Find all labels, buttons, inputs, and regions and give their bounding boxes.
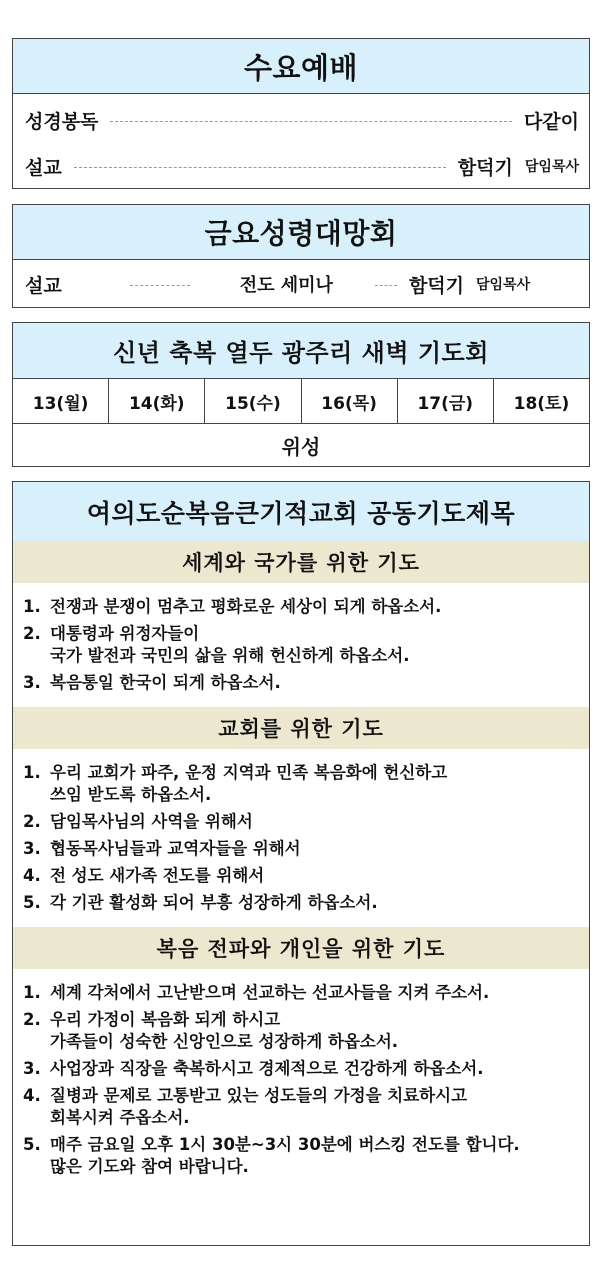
dotted-leader (375, 285, 397, 286)
sermon-row (13, 144, 589, 188)
item-number: 4. (23, 866, 41, 885)
dawn-prayer-title: 신년 축복 열두 광주리 새벽 기도회 (13, 323, 589, 379)
section-title-world: 세계와 국가를 위한 기도 (13, 541, 589, 583)
wednesday-service-title: 수요예배 (13, 39, 589, 94)
prayer-topics-box (12, 481, 590, 1246)
list-item (23, 838, 581, 860)
list-item (23, 672, 581, 694)
section-title-church: 교회를 위한 기도 (13, 707, 589, 749)
dotted-leader (74, 167, 446, 168)
day-cell: 18(토) (513, 393, 570, 414)
item-text: 복음통일 한국이 되게 하옵소서. (50, 673, 281, 692)
day-cell: 13(월) (13, 379, 109, 423)
friday-preacher-title: 담임목사 (476, 277, 531, 293)
dotted-leader (110, 121, 512, 122)
day-cell: 17(금) (398, 379, 494, 423)
friday-sermon-row (13, 260, 589, 308)
item-number: 1. (23, 763, 41, 782)
item-text: 대통령과 위정자들이 국가 발전과 국민의 삶을 위해 헌신하게 하옵소서. (50, 624, 410, 665)
item-number: 3. (23, 673, 41, 692)
item-text: 전쟁과 분쟁이 멈추고 평화로운 세상이 되게 하옵소서. (50, 597, 442, 616)
friday-sermon-label: 설교 (25, 274, 62, 297)
item-text: 세계 각처에서 고난받으며 선교하는 선교사들을 지켜 주소서. (50, 983, 490, 1002)
item-text: 협동목사님들과 교역자들을 위해서 (50, 839, 301, 858)
item-text: 사업장과 직장을 축복하시고 경제적으로 건강하게 하옵소서. (50, 1059, 484, 1078)
sermon-label: 설교 (25, 156, 62, 179)
list-item (23, 1134, 581, 1178)
wednesday-service-box (12, 38, 590, 189)
preacher-title: 담임목사 (524, 159, 579, 175)
prayer-list-church (13, 749, 589, 927)
friday-preacher-name: 함덕기 (408, 274, 464, 297)
item-text: 각 기관 활성화 되어 부흥 성장하게 하옵소서. (50, 893, 378, 912)
prayer-list-gospel (13, 969, 589, 1191)
item-number: 1. (23, 983, 41, 1002)
item-number: 3. (23, 839, 41, 858)
item-number: 4. (23, 1086, 41, 1105)
list-item (23, 596, 581, 618)
list-item (23, 811, 581, 833)
day-cell: 15(수) (205, 379, 301, 423)
list-item (23, 982, 581, 1004)
scripture-reading-label: 성경봉독 (25, 111, 99, 133)
item-text: 질병과 문제로 고통받고 있는 성도들의 가정을 치료하시고 회복시켜 주옵소서. (50, 1086, 468, 1127)
list-item (23, 623, 581, 667)
item-text: 우리 가정이 복음화 되게 하시고 가족들이 성숙한 신앙인으로 성장하게 하옵소서. (50, 1010, 399, 1051)
item-number: 2. (23, 624, 41, 643)
item-text: 매주 금요일 오후 1시 30분~3시 30분에 버스킹 전도를 합니다. 많은 기도와 참여 바랍니다. (50, 1135, 520, 1176)
scripture-reading-value: 다같이 (523, 111, 579, 133)
prayer-list-world (13, 583, 589, 707)
dawn-prayer-days (13, 379, 589, 424)
day-cell: 14(화) (109, 379, 205, 423)
section-title-gospel: 복음 전파와 개인을 위한 기도 (13, 927, 589, 969)
prayer-topics-title: 여의도순복음큰기적교회 공동기도제목 (13, 482, 589, 541)
sermon-topic: 전도 세미나 (239, 275, 333, 296)
friday-service-box (12, 204, 590, 308)
list-item (23, 865, 581, 887)
preacher-name: 함덕기 (457, 156, 513, 179)
list-item (23, 1085, 581, 1129)
item-text: 전 성도 새가족 전도를 위해서 (50, 866, 265, 885)
item-number: 2. (23, 1010, 41, 1029)
day-cell: 16(목) (302, 379, 398, 423)
item-number: 1. (23, 597, 41, 616)
item-number: 3. (23, 1059, 41, 1078)
list-item (23, 1009, 581, 1053)
dawn-prayer-leader: 위성 (281, 435, 321, 459)
scripture-reading-row (13, 97, 589, 144)
dawn-prayer-box (12, 322, 590, 467)
dotted-leader (130, 285, 190, 286)
item-number: 5. (23, 1135, 41, 1154)
item-number: 2. (23, 812, 41, 831)
item-text: 우리 교회가 파주, 운정 지역과 민족 복음화에 헌신하고 쓰임 받도록 하옵소서. (50, 763, 448, 804)
item-text: 담임목사님의 사역을 위해서 (50, 812, 253, 831)
list-item (23, 762, 581, 806)
list-item (23, 1058, 581, 1080)
friday-service-title: 금요성령대망회 (13, 205, 589, 260)
list-item (23, 892, 581, 914)
item-number: 5. (23, 893, 41, 912)
